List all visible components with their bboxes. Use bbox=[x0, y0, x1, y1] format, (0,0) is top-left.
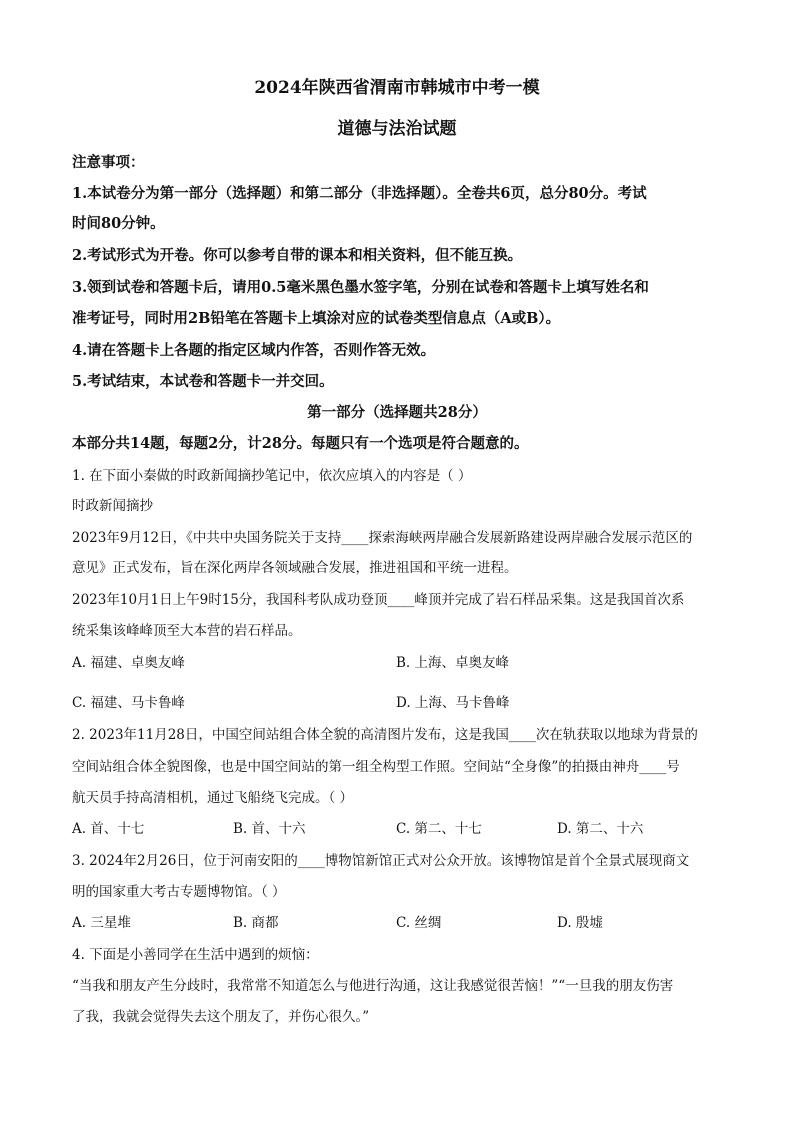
q4-line-2: “当我和朋友产生分歧时，我常常不知道怎么与他进行沟通，这让我感觉很苦恼！”“一旦我的朋友伤害 bbox=[72, 978, 674, 994]
q4-line-1: 4. 下面是小善同学在生活中遇到的烦恼： bbox=[72, 947, 319, 963]
q1-option-d: D. 上海、马卡鲁峰 bbox=[396, 695, 510, 711]
q1-para2-a: 2023年10月1日上午9时15分，我国科考队成功登顶____峰顶并完成了岩石样品采集。这是我国首次系 bbox=[72, 592, 685, 608]
q1-option-b: B. 上海、卓奥友峰 bbox=[396, 655, 510, 671]
note-line-1a: 1.本试卷分为第一部分（选择题）和第二部分（非选择题）。全卷共6页，总分80分。考试 bbox=[72, 185, 647, 202]
q1-para2-b: 统采集该峰峰顶至大本营的岩石样品。 bbox=[72, 623, 302, 639]
note-line-3a: 3.领到试卷和答题卡后，请用0.5毫米黑色墨水签字笔，分别在试卷和答题卡上填写姓名和 bbox=[72, 279, 649, 296]
q3-line-1: 3. 2024年2月26日，位于河南安阳的____博物馆新馆正式对公众开放。该博物馆是首个全景式展现商文 bbox=[72, 853, 690, 869]
page-subtitle: 道德与法治试题 bbox=[337, 119, 457, 139]
note-line-4: 4.请在答题卡上各题的指定区域内作答，否则作答无效。 bbox=[72, 342, 436, 359]
q3-option-c: C. 丝绸 bbox=[396, 915, 442, 931]
q2-line-3: 航天员手持高清相机，通过飞船绕飞完成。（ ） bbox=[72, 790, 354, 806]
q2-option-b: B. 首、十六 bbox=[233, 821, 306, 837]
part1-intro: 本部分共14题，每题2分，计28分。每题只有一个选项是符合题意的。 bbox=[72, 435, 529, 452]
q3-option-b: B. 商都 bbox=[233, 915, 279, 931]
q3-option-d: D. 殷墟 bbox=[557, 915, 603, 931]
q3-option-a: A. 三星堆 bbox=[72, 915, 131, 931]
page-title: 2024年陕西省渭南市韩城市中考一模 bbox=[254, 78, 540, 98]
q2-option-d: D. 第二、十六 bbox=[557, 821, 644, 837]
q1-para1-a: 2023年9月12日，《中共中央国务院关于支持____探索海峡两岸融合发展新路建设两岸融合发展示范区的 bbox=[72, 530, 693, 546]
q1-option-c: C. 福建、马卡鲁峰 bbox=[72, 695, 185, 711]
note-line-3b: 准考证号，同时用2B铅笔在答题卡上填涂对应的试卷类型信息点（A或B）。 bbox=[72, 310, 561, 327]
q1-option-a: A. 福建、卓奥友峰 bbox=[72, 655, 185, 671]
q4-line-3: 了我，我就会觉得失去这个朋友了，并伤心很久。” bbox=[72, 1009, 370, 1025]
q1-para1-b: 意见》正式发布，旨在深化两岸各领域融合发展，推进祖国和平统一进程。 bbox=[72, 560, 518, 576]
part1-heading: 第一部分（选择题共28分） bbox=[307, 404, 487, 421]
note-line-5: 5.考试结束，本试卷和答题卡一并交回。 bbox=[72, 373, 334, 390]
note-line-2: 2.考试形式为开卷。你可以参考自带的课本和相关资料，但不能互换。 bbox=[72, 247, 523, 264]
q3-line-2: 明的国家重大考古专题博物馆。（ ） bbox=[72, 884, 286, 900]
q2-line-2: 空间站组合体全貌图像，也是中国空间站的第一组全构型工作照。空间站“全身像”的拍摄由神舟____号 bbox=[72, 759, 680, 775]
q1-stem: 1. 在下面小秦做的时政新闻摘抄笔记中，依次应填入的内容是（ ） bbox=[72, 468, 472, 484]
notes-heading: 注意事项： bbox=[72, 154, 145, 171]
q2-line-1: 2. 2023年11月28日，中国空间站组合体全貌的高清图片发布，这是我国____次在轨获取以地球为背景的 bbox=[72, 727, 698, 743]
note-line-1b: 时间80分钟。 bbox=[72, 215, 165, 232]
q2-option-a: A. 首、十七 bbox=[72, 821, 145, 837]
q2-option-c: C. 第二、十七 bbox=[396, 821, 482, 837]
q1-note-title: 时政新闻摘抄 bbox=[72, 498, 153, 514]
